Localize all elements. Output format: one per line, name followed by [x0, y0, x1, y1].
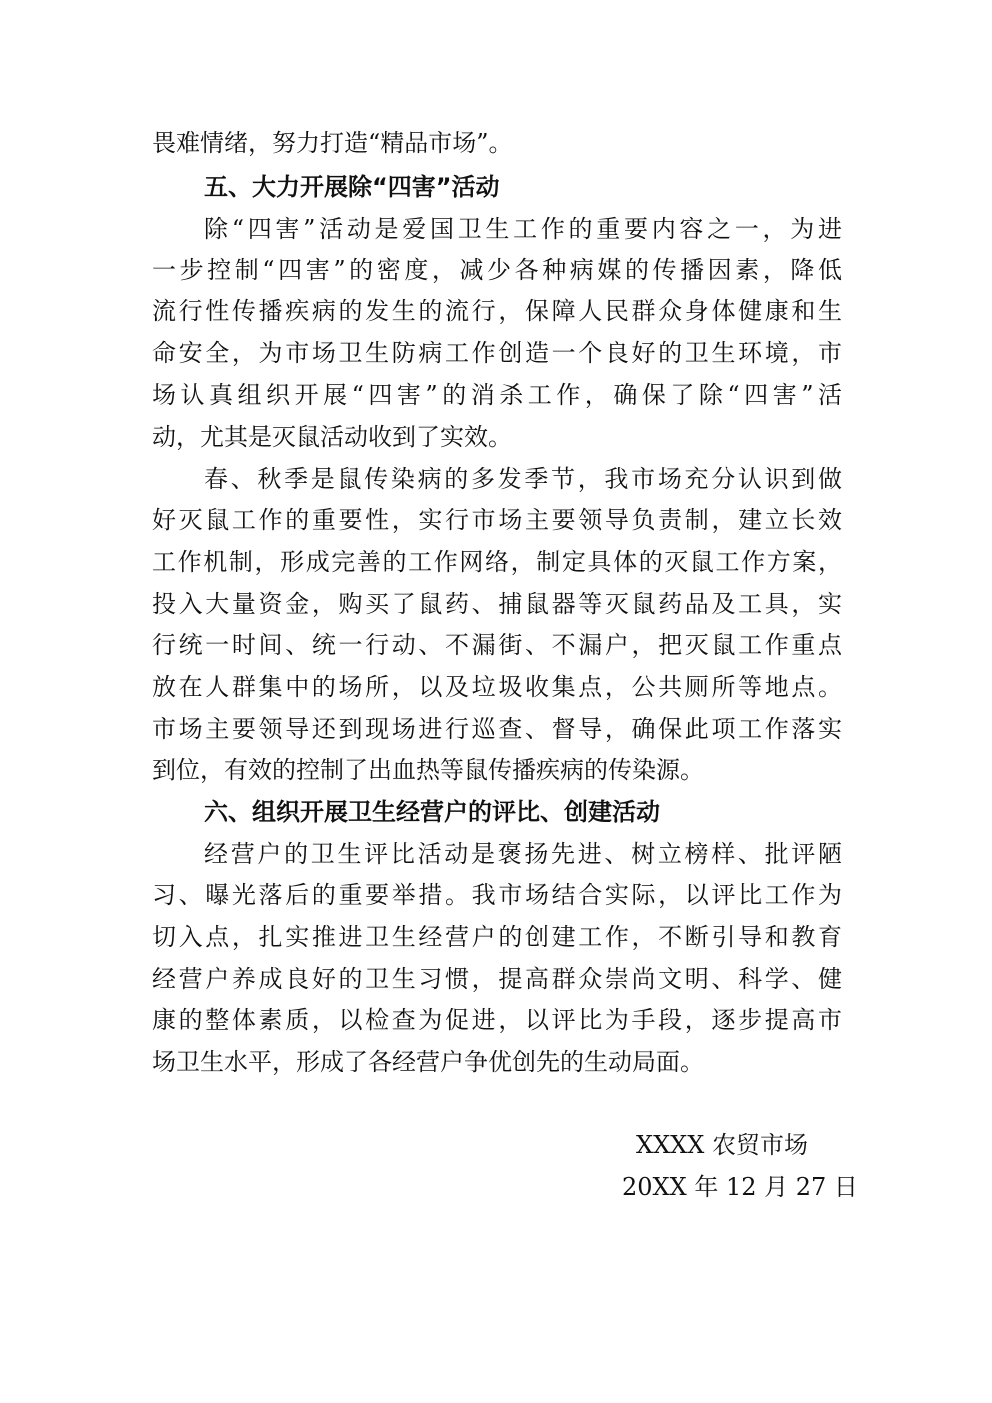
paragraph-line: 行统一时间、统一行动、不漏街、不漏户，把灭鼠工作重点 — [152, 631, 842, 659]
paragraph-line: 放在人群集中的场所，以及垃圾收集点，公共厕所等地点。 — [152, 673, 842, 701]
paragraph-line: 习、曝光落后的重要举措。我市场结合实际，以评比工作为 — [152, 881, 842, 909]
paragraph-line: 经营户的卫生评比活动是褒扬先进、树立榜样、批评陋 — [204, 840, 842, 868]
paragraph-line: 经营户养成良好的卫生习惯，提高群众崇尚文明、科学、健 — [152, 965, 842, 993]
paragraph-line: 除“四害”活动是爱国卫生工作的重要内容之一，为进 — [204, 215, 842, 243]
paragraph-line: 场认真组织开展“四害”的消杀工作，确保了除“四害”活 — [152, 381, 842, 409]
paragraph-line: 命安全，为市场卫生防病工作创造一个良好的卫生环境，市 — [152, 339, 842, 367]
section-heading-5: 五、大力开展除“四害”活动 — [204, 173, 500, 201]
paragraph-line: 春、秋季是鼠传染病的多发季节，我市场充分认识到做 — [204, 465, 842, 493]
paragraph-line: 场卫生水平，形成了各经营户争优创先的生动局面。 — [152, 1048, 704, 1076]
paragraph-line: 切入点，扎实推进卫生经营户的创建工作，不断引导和教育 — [152, 923, 842, 951]
paragraph-line: 一步控制“四害”的密度，减少各种病媒的传播因素，降低 — [152, 256, 842, 284]
paragraph-line: 好灭鼠工作的重要性，实行市场主要领导负责制，建立长效 — [152, 506, 842, 534]
paragraph-line: 畏难情绪，努力打造“精品市场”。 — [152, 129, 513, 157]
paragraph-line: 康的整体素质，以检查为促进，以评比为手段，逐步提高市 — [152, 1006, 842, 1034]
paragraph-line: 到位，有效的控制了出血热等鼠传播疾病的传染源。 — [152, 756, 704, 784]
signature-organization: XXXX 农贸市场 — [636, 1131, 808, 1159]
paragraph-line: 市场主要领导还到现场进行巡查、督导，确保此项工作落实 — [152, 715, 842, 743]
section-heading-6: 六、组织开展卫生经营户的评比、创建活动 — [204, 798, 660, 826]
paragraph-line: 投入大量资金，购买了鼠药、捕鼠器等灭鼠药品及工具，实 — [152, 590, 842, 618]
paragraph-line: 动，尤其是灭鼠活动收到了实效。 — [152, 423, 512, 451]
paragraph-line: 流行性传播疾病的发生的流行，保障人民群众身体健康和生 — [152, 297, 842, 325]
paragraph-line: 工作机制，形成完善的工作网络，制定具体的灭鼠工作方案， — [152, 548, 842, 576]
signature-date: 20XX 年 12 月 27 日 — [622, 1173, 858, 1201]
